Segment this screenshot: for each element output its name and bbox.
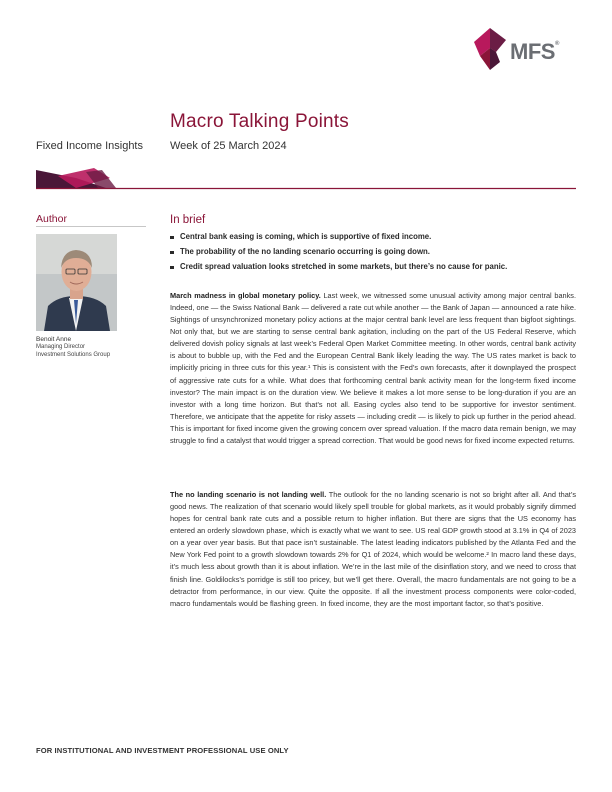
in-brief-bullet: The probability of the no landing scenario occurring is going down. xyxy=(170,247,580,258)
paragraph-lead: March madness in global monetary policy. xyxy=(170,291,321,300)
author-name: Benoit Anne xyxy=(36,336,72,343)
paragraph-lead: The no landing scenario is not landing well. xyxy=(170,490,327,499)
mfs-logo-mark-icon xyxy=(470,26,510,72)
body-paragraph xyxy=(170,489,576,610)
week-label: Week of 25 March 2024 xyxy=(170,140,287,152)
in-brief-heading: In brief xyxy=(170,214,206,226)
paragraph-text: The outlook for the no landing scenario is not so bright after all. And that’s good news. The realization of that scenario would likely spell trouble for global markets, as it would probably signify dimmed hopes for central bank rate cuts and a possible return to higher inflation. But there are signs that the US economy has entered an orderly slowdown phase, which is exactly what we want to see. US real GDP growth stood at 3.1% in Q4 of 2023 on a year over year basis. But that pace isn’t sustainable. The latest leading indicators published by the Atlanta Fed and the New York Fed point to a growth slowdown towards 2% for Q1 of 2024, which would be welcome.² In macro land these days, it’s much less about growth than it is about inflation. We’re in the last mile of the disinflation story, and we need to cross that finish line. Goldilocks’s porridge is still too pricey, but we’ll get there. Overall, the macro fundamentals are not going to be a detractor from performance, in our view. Quite the opposite. If all the investment process components were color-coded, macro fundamentals would be flashing green. In fixed income, they are the most important factor, so that’s positive. xyxy=(170,490,576,608)
paragraph-text: Last week, we witnessed some unusual activity among major central banks. Indeed, one — the Swiss National Bank — delivered a rate cut while another — the Bank of Japan — announced a rate hike. Sightings of unsynchronized monetary policy actions at the major central bank level are less frequent than bigfoot sightings. Not only that, but we are starting to sense central bank agitation, including on the part of the US Federal Reserve, which delivered dovish policy signals at last week’s Federal Open Market Committee meeting. In other words, central bank activity is about to bubble up, with the Fed and the European Central Bank likely leading the way. The US rates market is back to implicitly pricing in three cuts for this year.¹ This is consistent with the Fed’s own forecasts, after it downplayed the prospect of aggressive rate cuts for a while. What does that forthcoming central bank activity mean for the long-term fixed income investor? The main impact is on the duration view. We believe it makes a lot more sense to be long-duration if you are an investor with a long time horizon. But that’s not all. Easing cycles also tend to be supportive for investor sentiment. Therefore, we anticipate that the appetite for risky assets — including credit — is likely to pick up further in the period ahead. This is important for fixed income given the growing concern over spread valuation. If the macro data remain benign, we may struggle to find a catalyst that would trigger a spread correction. That would be good news for fixed income expected returns. xyxy=(170,291,576,445)
author-heading: Author xyxy=(36,213,67,225)
footer-disclaimer: FOR INSTITUTIONAL AND INVESTMENT PROFESSIONAL USE ONLY xyxy=(36,746,289,755)
body-paragraph xyxy=(170,290,576,447)
author-divider xyxy=(36,226,146,227)
bullet-square-icon xyxy=(170,266,174,270)
bullet-square-icon xyxy=(170,251,174,255)
author-department: Investment Solutions Group xyxy=(36,352,111,358)
bullet-square-icon xyxy=(170,236,174,240)
page-title: Macro Talking Points xyxy=(170,111,349,132)
author-photo xyxy=(36,234,117,331)
in-brief-bullet: Central bank easing is coming, which is supportive of fixed income. xyxy=(170,232,580,243)
mfs-logo xyxy=(470,26,578,72)
author-role: Managing Director xyxy=(36,344,86,350)
in-brief-list xyxy=(170,232,580,277)
in-brief-bullet: Credit spread valuation looks stretched in some markets, but there’s no cause for panic. xyxy=(170,262,580,273)
series-label: Fixed Income Insights xyxy=(36,140,143,152)
header-band xyxy=(36,168,576,190)
mfs-logo-text: MFS® xyxy=(510,39,559,64)
